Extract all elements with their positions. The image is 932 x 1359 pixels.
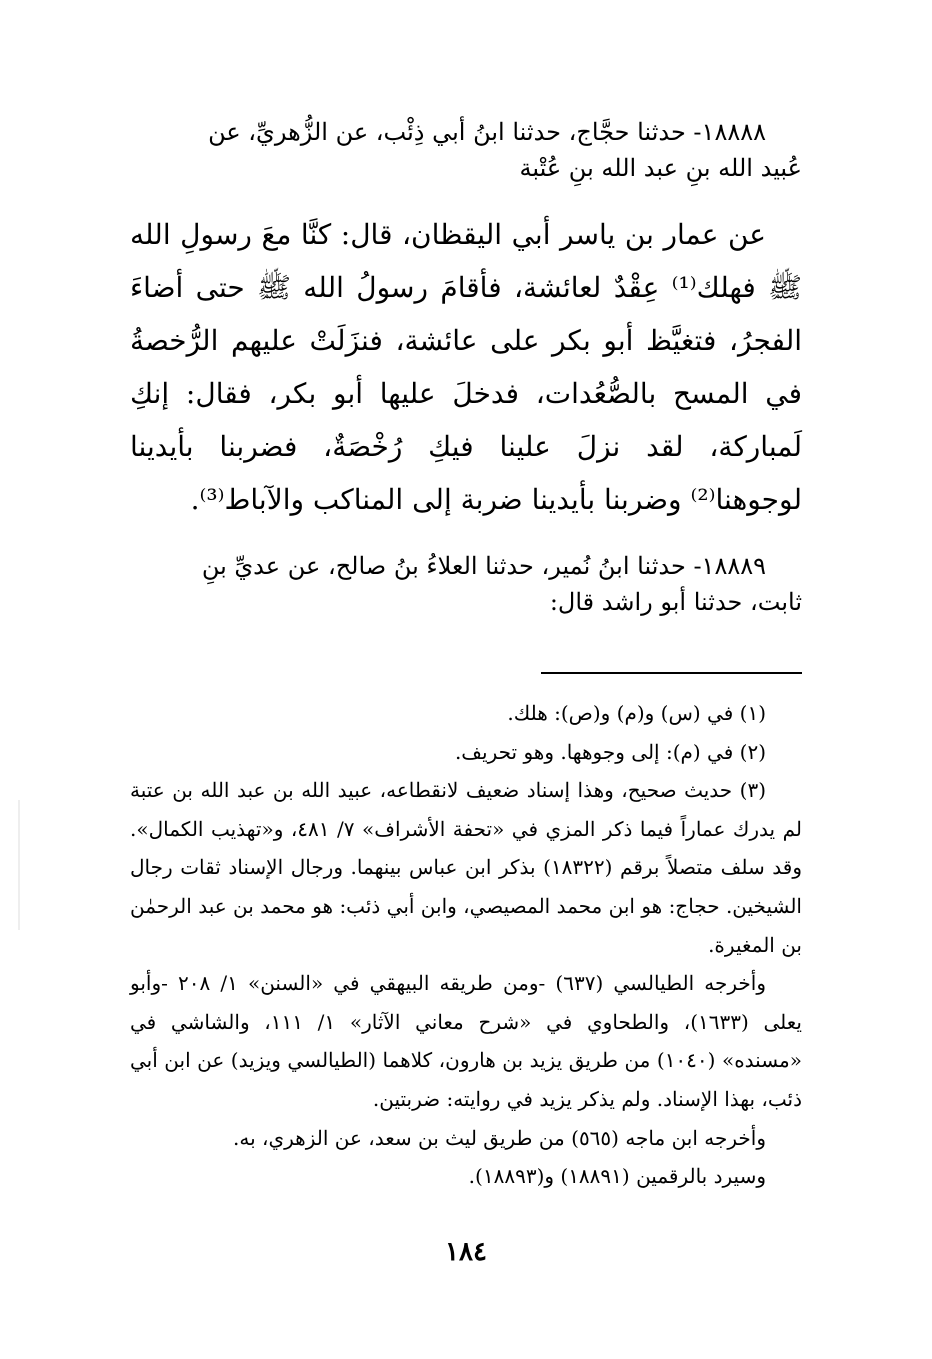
footnote-3: (٣) حديث صحيح، وهذا إسناد ضعيف لانقطاعه، عبيد الله بن عبد الله بن عتبة لم يدرك عماراً فيما ذكر المزي في «تحفة الأشراف» ٧/ ٤٨١، و«تهذيب الكمال». وقد سلف متصلاً برقم (١٨٣٢٢) بذكر ابن عباس بينهما. ورجال الإسناد ثقات رجال الشيخين. حجاج: هو ابن محمد المصيصي، وابن أبي ذئب: هو محمد بن عبد الرحمٰن بن المغيرة.: [130, 778, 803, 957]
isnad-line: ثابت، حدثنا أبو راشد قال:: [549, 588, 802, 616]
footnote-separator: [541, 672, 802, 674]
footnote-3-continuation: وأخرجه ابن ماجه (٥٦٥) من طريق ليث بن سعد، عن الزهري، به.: [233, 1125, 766, 1150]
footnote-1: (١) في (س) و(م) و(ص): هلك.: [507, 701, 766, 725]
footnote-3-continuation: وسيرد بالرقمين (١٨٨٩١) و(١٨٨٩٣).: [468, 1164, 766, 1189]
scan-edge-mark: [18, 800, 20, 930]
page-number: ١٨٤: [445, 1237, 487, 1267]
hadith-18888-isnad: [130, 114, 802, 186]
hadith-18889-isnad: [130, 548, 802, 620]
hadith-18888-matn-block: [130, 208, 802, 526]
isnad-line: ١٨٨٨٩- حدثنا ابنُ نُمير، حدثنا العلاءُ بنُ صالح، عن عديِّ بنِ: [201, 552, 766, 580]
isnad-line: ١٨٨٨٨- حدثنا حجَّاج، حدثنا ابنُ أبي ذِئْب، عن الزُّهريِّ، عن: [208, 118, 766, 146]
footnotes: [130, 694, 802, 1196]
isnad-line: عُبيد الله بنِ عبد الله بنِ عُتْبة: [519, 154, 802, 182]
hadith-18888-matn: عن عمار بن ياسر أبي اليقظان، قال: كنَّا معَ رسولِ الله ﷺ فهلك⁽¹⁾ عِقْدٌ لعائشة، فأقامَ رسولُ الله ﷺ حتى أضاءَ الفجرُ، فتغيَّظ أبو بكر على عائشة، فنزَلَتْ عليهم الرُّخصةُ في المسح بالصُّعُدات، فدخلَ عليها أبو بكر، فقال: إنكِ لَمباركة، لقد نزلَ علينا فيكِ رُخْصَةٌ، فضربنا بأيدينا لوجوهنا⁽²⁾ وضربنا بأيدينا ضربة إلى المناكب والآباط⁽³⁾.: [130, 218, 802, 516]
footnote-3-continuation: وأخرجه الطيالسي (٦٣٧) -ومن طريقه البيهقي في «السنن» ١/ ٢٠٨ -وأبو يعلى (١٦٣٣)، والطحاوي في «شرح معاني الآثار» ١/ ١١١، والشاشي في «مسنده» (١٠٤٠) من طريق يزيد بن هارون، كلاهما (الطيالسي ويزيد) عن ابن أبي ذئب، بهذا الإسناد. ولم يذكر يزيد في روايته: ضربتين.: [130, 971, 802, 1111]
footnote-2: (٢) في (م): إلى وجوهها. وهو تحريف.: [454, 739, 766, 764]
